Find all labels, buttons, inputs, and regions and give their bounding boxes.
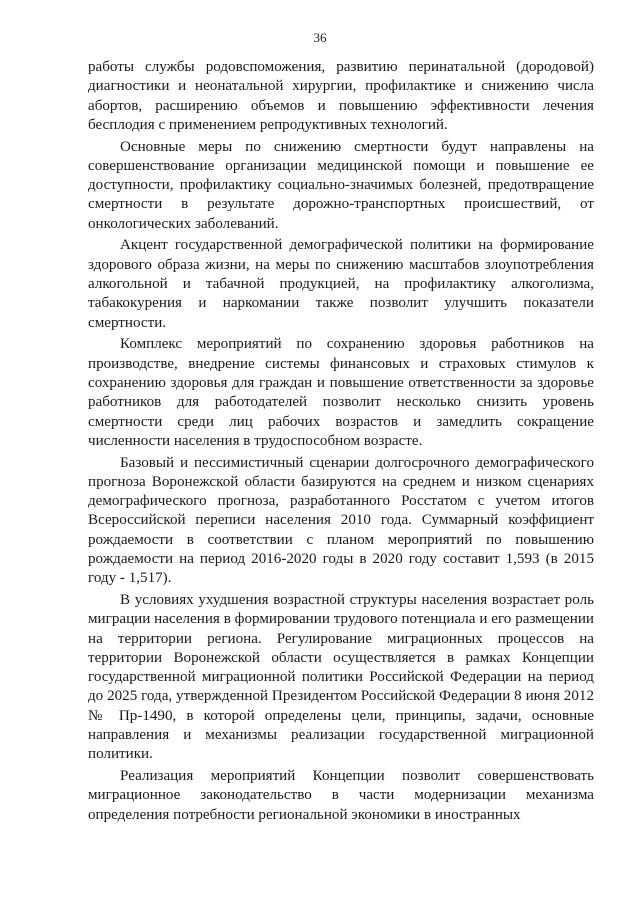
document-body — [88, 58, 594, 827]
paragraph-6: В условиях ухудшения возрастной структуры населения возрастает роль миграции населения в формировании трудового потенциала и его размещении на территории региона. Регулирование миграционных процессов на территории Воронежской области осуществляется в рамках Концепции государственной миграционной политики Российской Федерации на период до 2025 года, утвержденной Президентом Российской Федерации 8 июня 2012 № Пр-1490, в которой определены цели, принципы, задачи, основные направления и механизмы реализации государственной миграционной политики. — [88, 591, 594, 763]
page-number: 36 — [313, 30, 327, 45]
paragraph-7: Реализация мероприятий Концепции позволит совершенствовать миграционное законодательство в части модернизации механизма определения потребности региональной экономики в иностранных — [88, 768, 594, 823]
paragraph-5: Базовый и пессимистичный сценарии долгосрочного демографического прогноза Воронежской области базируются на среднем и низком сценариях демографического прогноза, разработанного Росстатом с учетом итогов Всероссийской переписи населения 2010 года. Суммарный коэффициент рождаемости в соответствии с планом мероприятий по повышению рождаемости на период 2016-2020 годы в 2020 году составит 1,593 (в 2015 году - 1,517). — [88, 454, 594, 587]
paragraph-2: Основные меры по снижению смертности будут направлены на совершенствование организации медицинской помощи и повышение ее доступности, профилактику социально-значимых болезней, предотвращение смертности в результате дорожно-транспортных происшествий, от онкологических заболеваний. — [88, 138, 594, 232]
paragraph-4: Комплекс мероприятий по сохранению здоровья работников на производстве, внедрение системы финансовых и страховых стимулов к сохранению здоровья для граждан и повышение ответственности за здоровье работников для работодателей позволит несколько снизить уровень смертности среди лиц рабочих возрастов и замедлить сокращение численности населения в трудоспособном возрасте. — [88, 336, 594, 449]
paragraph-3: Акцент государственной демографической политики на формирование здорового образа жизни, на меры по снижению масштабов злоупотребления алкогольной и табачной продукцией, на профилактику алкоголизма, табакокурения и наркомании также позволит улучшить показатели смертности. — [88, 237, 594, 331]
paragraph-1: работы службы родовспоможения, развитию перинатальной (дородовой) диагностики и неонатальной хирургии, профилактике и снижению числа абортов, расширению объемов и повышению эффективности лечения бесплодия с применением репродуктивных технологий. — [88, 59, 594, 133]
